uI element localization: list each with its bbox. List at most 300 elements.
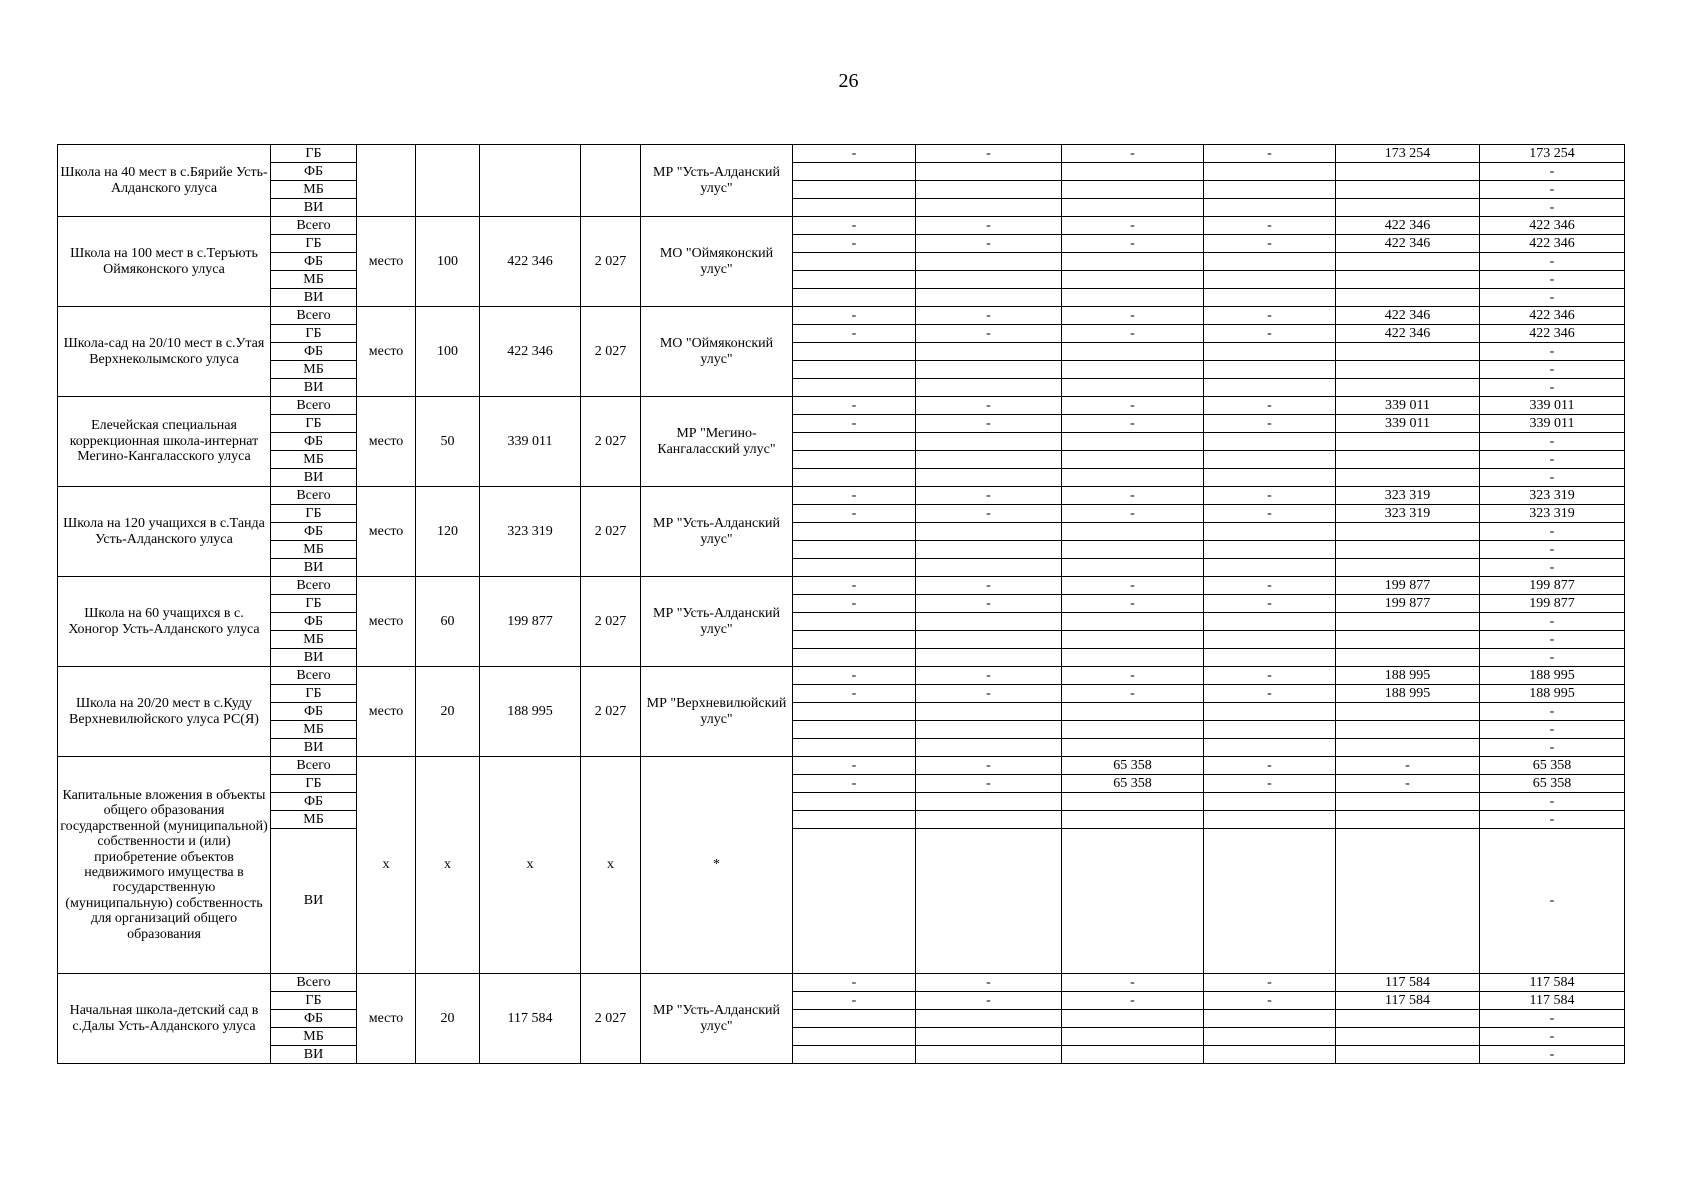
value-cell [916,289,1062,307]
funding-source-cell: МБ [271,631,357,649]
value-cell [916,649,1062,667]
value-cell [1336,829,1480,974]
value-cell [1204,793,1336,811]
value-cell [793,523,916,541]
value-cell [1336,721,1480,739]
value-cell [1062,343,1204,361]
value-cell [916,613,1062,631]
value-cell: 422 346 [1336,307,1480,325]
value-cell: - [1480,379,1625,397]
budget-table [57,144,1625,1064]
value-cell: - [1062,415,1204,433]
value-cell [1336,1028,1480,1046]
capacity-cell: 20 [416,974,480,1064]
value-cell: - [1062,992,1204,1010]
capacity-cell: 20 [416,667,480,757]
value-cell [793,379,916,397]
value-cell: 117 584 [1480,992,1625,1010]
value-cell: - [1062,505,1204,523]
capacity-cell [416,145,480,217]
value-cell: - [1204,235,1336,253]
value-cell: 117 584 [1336,974,1480,992]
funding-source-cell: МБ [271,451,357,469]
year-cell: 2 027 [581,487,641,577]
value-cell: - [793,757,916,775]
organization-cell: МР "Верхневилюйский улус" [641,667,793,757]
value-cell [1336,811,1480,829]
value-cell: - [793,685,916,703]
value-cell [1204,451,1336,469]
table-body [58,145,1625,1064]
value-cell [1062,433,1204,451]
value-cell [1062,829,1204,974]
funding-source-cell: ГБ [271,775,357,793]
organization-cell: МР "Усть-Алданский улус" [641,577,793,667]
value-cell [916,829,1062,974]
value-cell [1336,739,1480,757]
value-cell: 199 877 [1336,595,1480,613]
value-cell [916,1028,1062,1046]
value-cell: - [916,757,1062,775]
funding-source-cell: ВИ [271,739,357,757]
value-cell [916,541,1062,559]
value-cell [1204,181,1336,199]
table-row [58,811,1625,829]
capacity-cell: 100 [416,307,480,397]
value-cell: - [916,667,1062,685]
value-cell [1336,181,1480,199]
year-cell: 2 027 [581,397,641,487]
value-cell: - [1204,307,1336,325]
capacity-cell: 50 [416,397,480,487]
value-cell [793,613,916,631]
funding-source-cell: ГБ [271,685,357,703]
year-cell: 2 027 [581,217,641,307]
value-cell [793,163,916,181]
funding-source-cell: ВИ [271,199,357,217]
object-name-cell: Школа на 120 учащихся в с.Танда Усть-Алданского улуса [58,487,271,577]
value-cell [793,541,916,559]
value-cell [1336,469,1480,487]
table-row [58,541,1625,559]
value-cell: - [916,505,1062,523]
value-cell [793,703,916,721]
value-cell: - [793,397,916,415]
value-cell [1062,289,1204,307]
value-cell: 323 319 [1480,487,1625,505]
value-cell [1336,361,1480,379]
cost-cell: 188 995 [480,667,581,757]
value-cell: 173 254 [1336,145,1480,163]
funding-source-cell: ФБ [271,163,357,181]
funding-source-cell: ГБ [271,992,357,1010]
value-cell [1336,541,1480,559]
value-cell [916,199,1062,217]
funding-source-cell: Всего [271,397,357,415]
value-cell: - [1204,757,1336,775]
object-name-cell: Елечейская специальная коррекционная школа-интернат Мегино-Кангаласского улуса [58,397,271,487]
value-cell [1336,523,1480,541]
value-cell [1336,703,1480,721]
value-cell [1204,811,1336,829]
funding-source-cell: МБ [271,811,357,829]
cost-cell: 339 011 [480,397,581,487]
table-row [58,685,1625,703]
value-cell: - [1480,289,1625,307]
value-cell: - [916,235,1062,253]
year-cell: х [581,757,641,974]
value-cell [916,1046,1062,1064]
funding-source-cell: ФБ [271,703,357,721]
value-cell [1336,649,1480,667]
value-cell [1062,541,1204,559]
value-cell: - [1062,685,1204,703]
value-cell: - [916,325,1062,343]
table-row [58,739,1625,757]
table-row [58,451,1625,469]
value-cell [1062,199,1204,217]
table-row [58,343,1625,361]
value-cell: 422 346 [1480,217,1625,235]
value-cell: - [916,145,1062,163]
value-cell [793,1028,916,1046]
value-cell [793,793,916,811]
funding-source-cell: МБ [271,361,357,379]
value-cell [1336,163,1480,181]
value-cell [1062,451,1204,469]
value-cell [1336,613,1480,631]
value-cell: - [1204,595,1336,613]
value-cell [916,811,1062,829]
value-cell: 422 346 [1480,307,1625,325]
value-cell [793,361,916,379]
unit-cell: место [357,974,416,1064]
table-row [58,271,1625,289]
table-row [58,559,1625,577]
organization-cell: МО "Оймяконский улус" [641,307,793,397]
value-cell: - [1480,1028,1625,1046]
value-cell [1336,271,1480,289]
value-cell: - [793,325,916,343]
value-cell: - [1480,703,1625,721]
value-cell: 339 011 [1480,415,1625,433]
value-cell [793,199,916,217]
value-cell: - [793,487,916,505]
value-cell: - [1480,811,1625,829]
funding-source-cell: ВИ [271,829,357,974]
value-cell [916,451,1062,469]
object-name-cell: Школа на 40 мест в с.Бярийе Усть-Алданского улуса [58,145,271,217]
organization-cell: * [641,757,793,974]
funding-source-cell: МБ [271,721,357,739]
value-cell: - [1480,613,1625,631]
value-cell [1204,523,1336,541]
table-row [58,721,1625,739]
value-cell [1204,1046,1336,1064]
value-cell [1204,739,1336,757]
funding-source-cell: ГБ [271,145,357,163]
table-row [58,829,1625,974]
table-row [58,775,1625,793]
value-cell: 188 995 [1480,667,1625,685]
object-name-cell: Школа на 60 учащихся в с. Хоногор Усть-Алданского улуса [58,577,271,667]
value-cell [1336,289,1480,307]
value-cell: - [1480,451,1625,469]
value-cell [916,379,1062,397]
value-cell [1336,253,1480,271]
value-cell [1062,253,1204,271]
table-row [58,631,1625,649]
table-row [58,505,1625,523]
table-row [58,613,1625,631]
organization-cell: МР "Мегино-Кангаласский улус" [641,397,793,487]
cost-cell: х [480,757,581,974]
table-row [58,649,1625,667]
value-cell: - [1480,163,1625,181]
value-cell [1204,1028,1336,1046]
value-cell: 339 011 [1336,397,1480,415]
value-cell [1204,721,1336,739]
value-cell [793,829,916,974]
value-cell: - [1480,1010,1625,1028]
table-row [58,235,1625,253]
value-cell [793,433,916,451]
value-cell [916,433,1062,451]
organization-cell: МО "Оймяконский улус" [641,217,793,307]
value-cell [1204,1010,1336,1028]
value-cell [1062,1028,1204,1046]
table-row [58,1046,1625,1064]
value-cell [793,181,916,199]
value-cell [793,631,916,649]
value-cell: 188 995 [1336,685,1480,703]
value-cell: - [1062,487,1204,505]
cost-cell: 323 319 [480,487,581,577]
value-cell [1204,379,1336,397]
value-cell: 199 877 [1480,577,1625,595]
value-cell [1062,181,1204,199]
table-row [58,145,1625,163]
value-cell: 323 319 [1480,505,1625,523]
funding-source-cell: ФБ [271,793,357,811]
object-name-cell: Школа-сад на 20/10 мест в с.Утая Верхнеколымского улуса [58,307,271,397]
value-cell [1336,793,1480,811]
value-cell: - [1204,505,1336,523]
cost-cell: 117 584 [480,974,581,1064]
value-cell [1336,631,1480,649]
value-cell: - [916,577,1062,595]
value-cell: - [1480,433,1625,451]
funding-source-cell: МБ [271,541,357,559]
value-cell: 188 995 [1480,685,1625,703]
value-cell [793,289,916,307]
value-cell [1204,163,1336,181]
funding-source-cell: ФБ [271,1010,357,1028]
value-cell [916,1010,1062,1028]
value-cell: - [1062,397,1204,415]
value-cell [1062,361,1204,379]
value-cell: 422 346 [1480,235,1625,253]
value-cell: - [793,992,916,1010]
funding-source-cell: ФБ [271,343,357,361]
table-row [58,703,1625,721]
funding-source-cell: Всего [271,217,357,235]
value-cell [1062,163,1204,181]
value-cell: - [916,415,1062,433]
funding-source-cell: Всего [271,974,357,992]
table-row [58,307,1625,325]
year-cell: 2 027 [581,667,641,757]
funding-source-cell: Всего [271,307,357,325]
value-cell [1062,613,1204,631]
value-cell [793,811,916,829]
value-cell: 199 877 [1480,595,1625,613]
value-cell [1062,703,1204,721]
value-cell: - [1062,667,1204,685]
unit-cell: место [357,667,416,757]
funding-source-cell: ВИ [271,379,357,397]
value-cell [916,163,1062,181]
table-row [58,433,1625,451]
funding-source-cell: Всего [271,577,357,595]
year-cell: 2 027 [581,577,641,667]
value-cell [793,1010,916,1028]
table-row [58,523,1625,541]
value-cell [1204,559,1336,577]
value-cell [1062,469,1204,487]
table-row [58,757,1625,775]
value-cell: - [1204,667,1336,685]
unit-cell: место [357,307,416,397]
value-cell: - [793,415,916,433]
funding-source-cell: Всего [271,667,357,685]
value-cell: - [916,397,1062,415]
funding-source-cell: ГБ [271,505,357,523]
value-cell: - [1480,829,1625,974]
value-cell: 173 254 [1480,145,1625,163]
value-cell: - [1204,992,1336,1010]
table-row [58,1010,1625,1028]
value-cell: - [1062,307,1204,325]
cost-cell: 422 346 [480,307,581,397]
value-cell: 422 346 [1336,235,1480,253]
value-cell: - [1480,343,1625,361]
value-cell: - [1480,1046,1625,1064]
value-cell: - [916,307,1062,325]
value-cell: - [916,775,1062,793]
table-row [58,397,1625,415]
value-cell [1062,271,1204,289]
value-cell: - [1480,253,1625,271]
value-cell [793,451,916,469]
value-cell [916,703,1062,721]
unit-cell: место [357,397,416,487]
value-cell: - [793,145,916,163]
value-cell [916,181,1062,199]
table-row [58,163,1625,181]
table-row [58,992,1625,1010]
value-cell [1336,433,1480,451]
value-cell [916,271,1062,289]
year-cell: 2 027 [581,307,641,397]
unit-cell [357,145,416,217]
value-cell [1336,379,1480,397]
value-cell [916,793,1062,811]
value-cell: - [1062,217,1204,235]
value-cell [1336,1010,1480,1028]
value-cell [1204,613,1336,631]
value-cell [793,739,916,757]
value-cell [1204,649,1336,667]
organization-cell: МР "Усть-Алданский улус" [641,974,793,1064]
cost-cell: 199 877 [480,577,581,667]
funding-source-cell: ВИ [271,289,357,307]
table-row [58,325,1625,343]
value-cell [793,253,916,271]
value-cell [1204,199,1336,217]
value-cell: 323 319 [1336,487,1480,505]
value-cell: - [1480,631,1625,649]
object-name-cell: Школа на 20/20 мест в с.Куду Верхневилюйского улуса РС(Я) [58,667,271,757]
value-cell [1062,1010,1204,1028]
value-cell: - [1480,559,1625,577]
value-cell [793,469,916,487]
capacity-cell: 100 [416,217,480,307]
value-cell [1204,703,1336,721]
funding-source-cell: ВИ [271,1046,357,1064]
funding-source-cell: ГБ [271,595,357,613]
object-name-cell: Начальная школа-детский сад в с.Далы Усть-Алданского улуса [58,974,271,1064]
object-name-cell: Школа на 100 мест в с.Теръють Оймяконского улуса [58,217,271,307]
value-cell: - [1062,577,1204,595]
organization-cell: МР "Усть-Алданский улус" [641,145,793,217]
value-cell [1204,253,1336,271]
table-row [58,199,1625,217]
value-cell: - [1062,325,1204,343]
value-cell: 422 346 [1336,217,1480,235]
value-cell: - [1204,577,1336,595]
value-cell: 65 358 [1480,757,1625,775]
funding-source-cell: ГБ [271,415,357,433]
funding-source-cell: ФБ [271,523,357,541]
value-cell [1336,199,1480,217]
year-cell [581,145,641,217]
table-row [58,595,1625,613]
value-cell: - [1336,775,1480,793]
value-cell [916,721,1062,739]
table-row [58,667,1625,685]
page-number: 26 [838,70,859,92]
value-cell [1062,739,1204,757]
value-cell [916,739,1062,757]
value-cell: - [916,685,1062,703]
value-cell [916,253,1062,271]
value-cell: - [1204,415,1336,433]
value-cell [1204,829,1336,974]
value-cell: - [1336,757,1480,775]
funding-source-cell: МБ [271,271,357,289]
value-cell [916,343,1062,361]
value-cell: - [1480,649,1625,667]
funding-source-cell: ВИ [271,559,357,577]
unit-cell: х [357,757,416,974]
value-cell: - [1204,397,1336,415]
funding-source-cell: МБ [271,1028,357,1046]
value-cell [1062,523,1204,541]
funding-source-cell: ГБ [271,235,357,253]
table-row [58,974,1625,992]
value-cell: - [1204,217,1336,235]
